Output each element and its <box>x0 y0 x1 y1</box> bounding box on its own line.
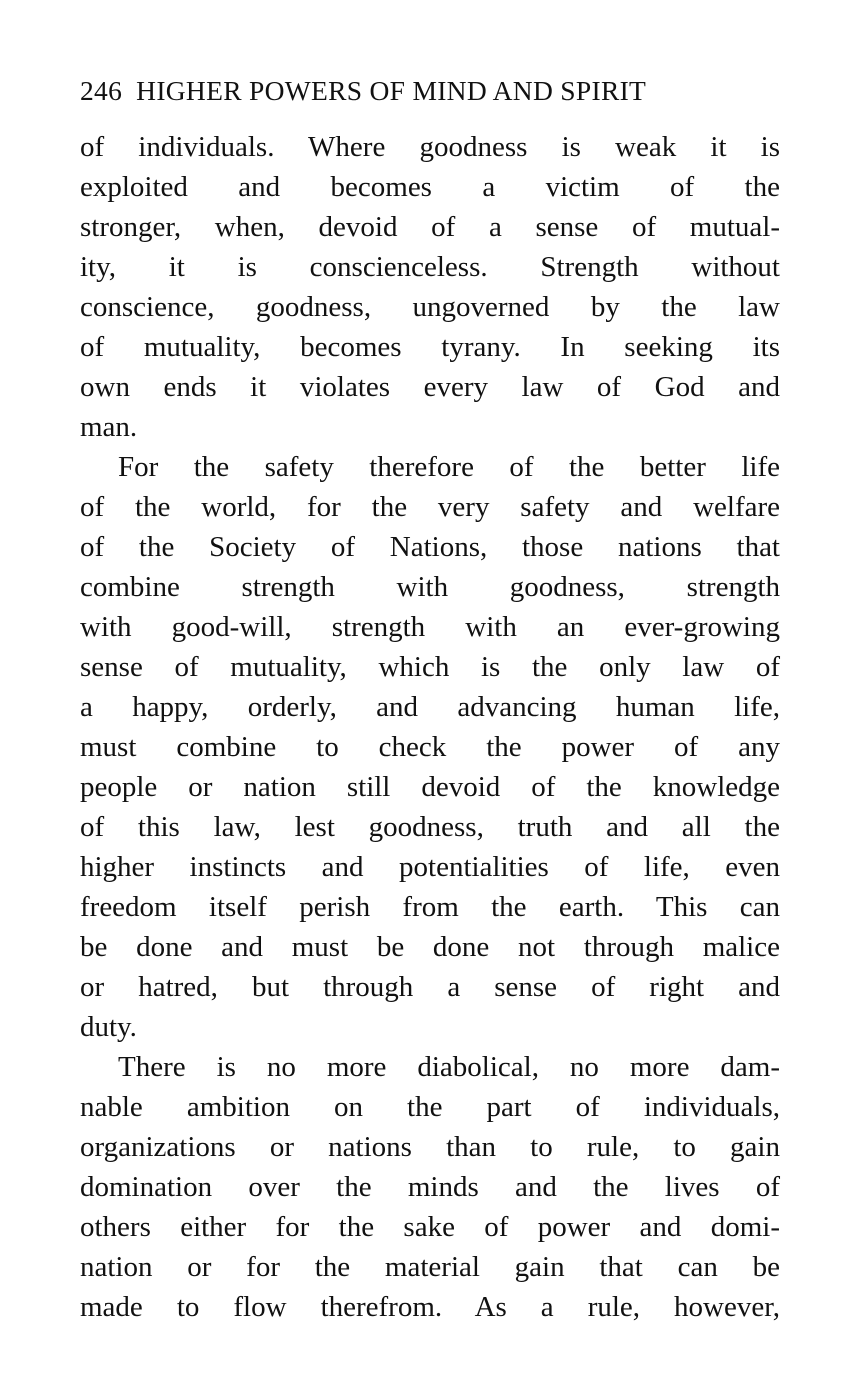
text-line: with good-will, strength with an ever-growing <box>80 611 780 643</box>
running-title: HIGHER POWERS OF MIND AND SPIRIT <box>136 75 647 106</box>
text-line: of mutuality, becomes tyrany. In seeking its <box>80 331 780 363</box>
paragraph-start-line: There is no more diabolical, no more dam- <box>118 1051 780 1083</box>
text-line: others either for the sake of power and domi- <box>80 1211 780 1243</box>
text-line: exploited and becomes a victim of the <box>80 171 780 203</box>
text-line: organizations or nations than to rule, to gain <box>80 1131 780 1163</box>
text-line: higher instincts and potentialities of life, even <box>80 851 780 883</box>
text-line: made to flow therefrom. As a rule, however, <box>80 1291 780 1323</box>
page-number: 246 <box>80 75 123 106</box>
text-line: of this law, lest goodness, truth and all the <box>80 811 780 843</box>
text-line: ity, it is conscienceless. Strength without <box>80 251 780 283</box>
text-line: of individuals. Where goodness is weak it is <box>80 131 780 163</box>
text-line: nation or for the material gain that can be <box>80 1251 780 1283</box>
body-text <box>80 127 780 1327</box>
text-line: or hatred, but through a sense of right and <box>80 971 780 1003</box>
text-line: sense of mutuality, which is the only law of <box>80 651 780 683</box>
text-line: domination over the minds and the lives of <box>80 1171 780 1203</box>
text-line: own ends it violates every law of God and <box>80 371 780 403</box>
text-line: nable ambition on the part of individuals, <box>80 1091 780 1123</box>
paragraph-start-line: For the safety therefore of the better life <box>118 451 780 483</box>
text-line: a happy, orderly, and advancing human life, <box>80 691 780 723</box>
text-line: people or nation still devoid of the knowledge <box>80 771 780 803</box>
text-line: of the world, for the very safety and welfare <box>80 491 780 523</box>
text-line: must combine to check the power of any <box>80 731 780 763</box>
text-line: combine strength with goodness, strength <box>80 571 780 603</box>
text-line: freedom itself perish from the earth. This can <box>80 891 780 923</box>
running-head <box>80 71 780 111</box>
text-line: duty. <box>80 1011 137 1043</box>
text-line: of the Society of Nations, those nations that <box>80 531 780 563</box>
text-line: be done and must be done not through malice <box>80 931 780 963</box>
text-line: conscience, goodness, ungoverned by the law <box>80 291 780 323</box>
text-line: man. <box>80 411 138 443</box>
text-line: stronger, when, devoid of a sense of mutual- <box>80 211 780 243</box>
